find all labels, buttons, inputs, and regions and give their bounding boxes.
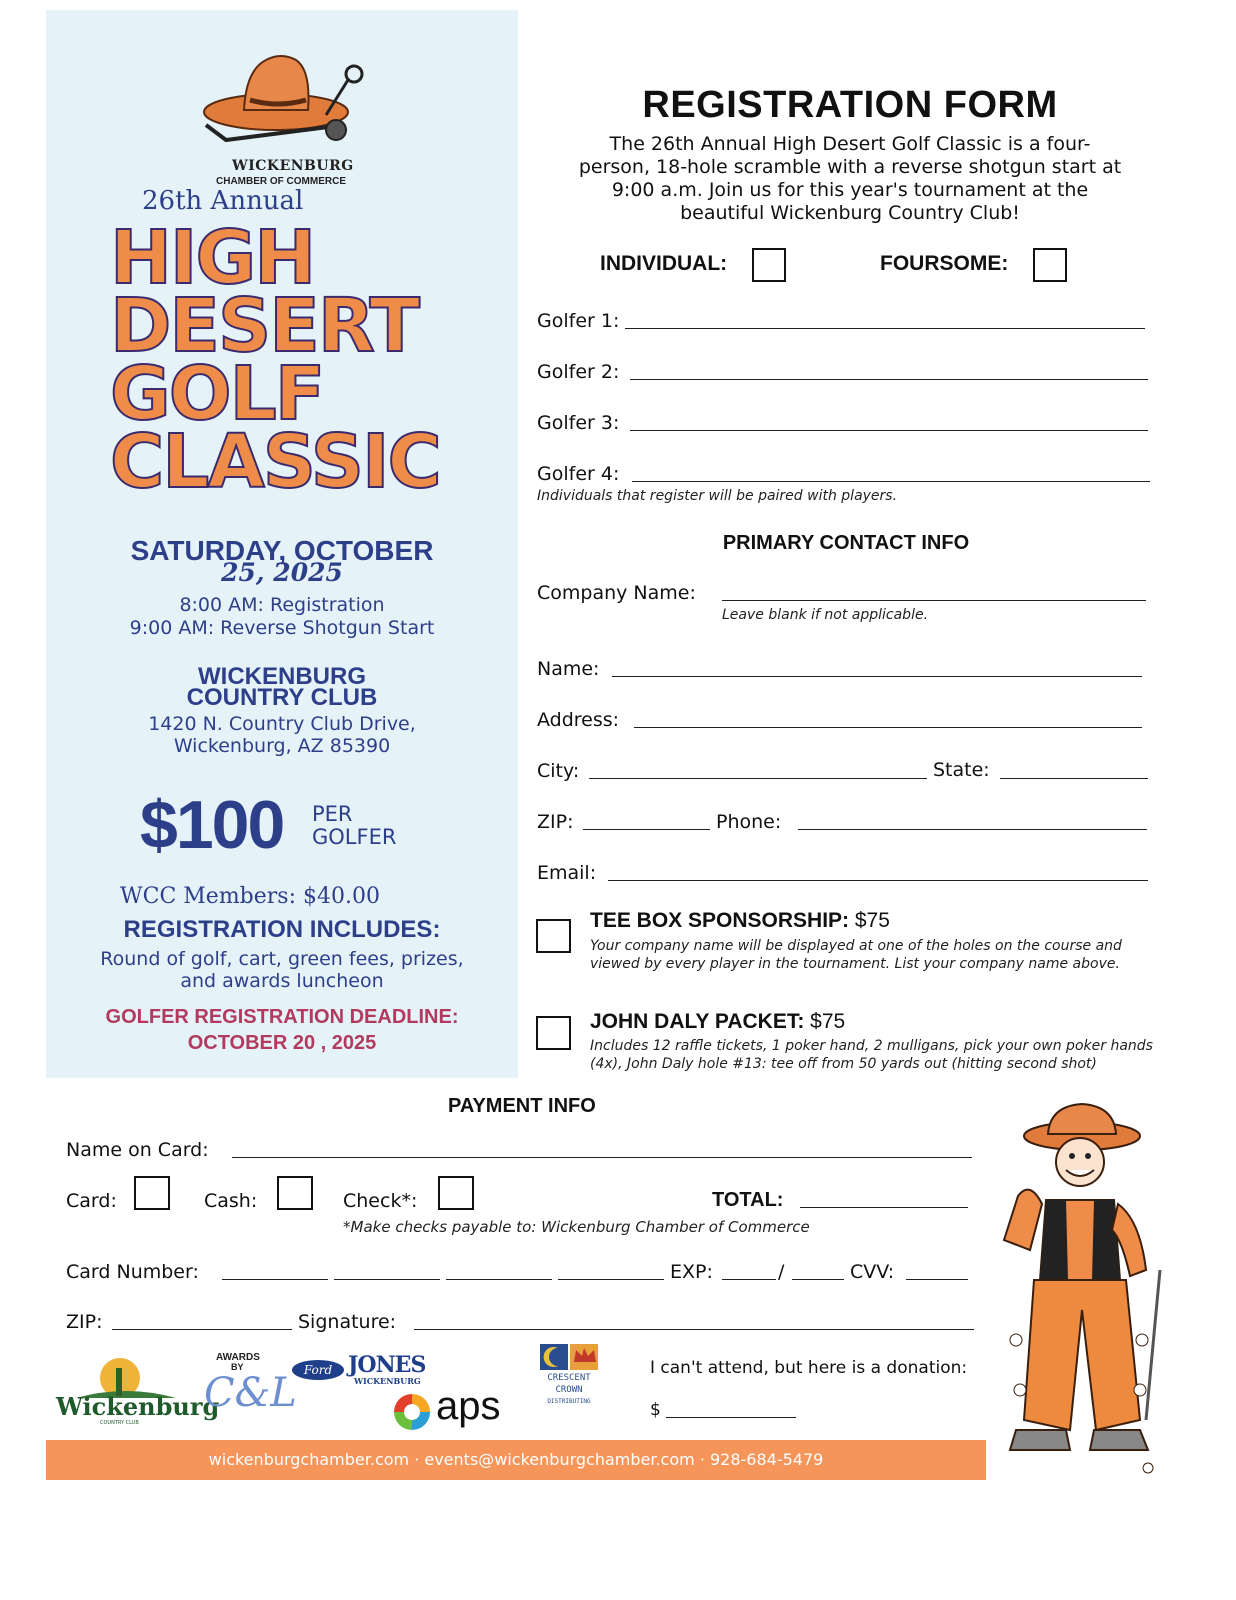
form-description xyxy=(532,133,1168,225)
chamber-logo-subtitle: CHAMBER OF COMMERCE xyxy=(216,176,346,187)
price-per-golfer: $100 xyxy=(140,787,284,863)
card-number-field-2[interactable] xyxy=(334,1279,440,1280)
jones-logo-text: JONES xyxy=(348,1352,426,1378)
contact-footer: wickenburgchamber.com · events@wickenburgchamber.com · 928-684-5479 xyxy=(46,1440,986,1480)
includes-line: and awards luncheon xyxy=(180,970,384,992)
card-label: Card: xyxy=(66,1190,117,1212)
crescent-line: DISTRIBUTING xyxy=(547,1398,591,1405)
exp-month-field[interactable] xyxy=(722,1279,776,1280)
event-times xyxy=(46,594,518,640)
cash-label: Cash: xyxy=(204,1190,258,1212)
form-description-line: person, 18-hole scramble with a reverse shotgun start at xyxy=(578,156,1122,178)
zip-field[interactable] xyxy=(583,829,710,830)
deadline-date: OCTOBER 20 , 2025 xyxy=(187,1032,377,1054)
form-description-line: beautiful Wickenburg Country Club! xyxy=(680,202,1020,224)
price-unit-line: GOLFER xyxy=(312,825,397,849)
event-flyer-panel xyxy=(46,10,518,1078)
tee-box-price: $75 xyxy=(849,909,890,932)
crescent-line: CRESCENT xyxy=(547,1373,591,1383)
event-title-line: CLASSIC xyxy=(110,419,440,505)
state-label: State: xyxy=(933,759,990,781)
golfer-note: Individuals that register will be paired with players. xyxy=(537,488,898,504)
phone-field[interactable] xyxy=(798,829,1147,830)
john-daly-name: JOHN DALY PACKET: xyxy=(590,1010,805,1033)
individual-checkbox[interactable] xyxy=(752,248,786,282)
wickenburg-country-club-logo xyxy=(56,1356,220,1428)
tee-box-title xyxy=(590,909,890,933)
chamber-logo-name: WICKENBURG xyxy=(232,158,354,174)
name-label: Name: xyxy=(537,658,600,680)
zip-label: ZIP: xyxy=(537,811,574,833)
chamber-logo xyxy=(186,30,386,187)
foursome-label: FOURSOME: xyxy=(880,252,1009,275)
card-number-field-4[interactable] xyxy=(558,1279,664,1280)
crescent-crown-text xyxy=(540,1372,598,1408)
event-title-line: DESERT xyxy=(110,283,418,369)
venue-name xyxy=(46,663,518,711)
state-field[interactable] xyxy=(1000,778,1148,779)
event-title-line: HIGH xyxy=(110,215,315,301)
cl-by-label: BY xyxy=(231,1362,244,1372)
payment-heading: PAYMENT INFO xyxy=(448,1095,596,1117)
john-daly-price: $75 xyxy=(804,1010,846,1033)
check-payable-note: *Make checks payable to: Wickenburg Chamber of Commerce xyxy=(343,1218,810,1236)
email-field[interactable] xyxy=(608,880,1148,881)
shotgun-start-time: 9:00 AM: Reverse Shotgun Start xyxy=(129,617,435,639)
company-name-label: Company Name: xyxy=(537,582,696,604)
check-label: Check*: xyxy=(343,1190,418,1212)
event-date-year: 25, 2025 xyxy=(221,558,343,587)
email-label: Email: xyxy=(537,862,597,884)
event-date-day: SATURDAY, OCTOBER xyxy=(130,535,434,566)
aps-logo-text: aps xyxy=(436,1384,501,1428)
price-unit-line: PER xyxy=(312,802,353,826)
payment-zip-label: ZIP: xyxy=(66,1311,103,1333)
venue-name-line: WICKENBURG xyxy=(198,663,366,690)
golfer-2-field[interactable] xyxy=(630,379,1148,380)
city-field[interactable] xyxy=(589,778,927,779)
crescent-crown-icon xyxy=(540,1344,598,1370)
venue-address-line: Wickenburg, AZ 85390 xyxy=(173,735,391,757)
aps-logo xyxy=(392,1384,522,1436)
golfer-3-label: Golfer 3: xyxy=(537,412,620,434)
cvv-label: CVV: xyxy=(850,1261,895,1283)
cl-awards-logo xyxy=(204,1352,297,1432)
jones-ford-logo xyxy=(292,1352,456,1386)
wickenburg-logo-text: Wickenburg xyxy=(56,1392,220,1421)
check-checkbox[interactable] xyxy=(438,1176,474,1210)
card-number-field-1[interactable] xyxy=(222,1279,328,1280)
card-number-field-3[interactable] xyxy=(446,1279,552,1280)
venue-address-line: 1420 N. Country Club Drive, xyxy=(148,713,416,735)
cowboy-hat-spur-icon xyxy=(186,30,386,160)
signature-label: Signature: xyxy=(298,1311,397,1333)
golfer-4-field[interactable] xyxy=(632,481,1150,482)
contact-heading: PRIMARY CONTACT INFO xyxy=(722,532,970,554)
price-unit xyxy=(312,803,396,849)
tee-box-name: TEE BOX SPONSORSHIP: xyxy=(590,909,850,932)
golfer-1-label: Golfer 1: xyxy=(537,310,620,332)
donation-label: I can't attend, but here is a donation: xyxy=(650,1358,968,1378)
form-description-line: 9:00 a.m. Join us for this year's tournament at the xyxy=(611,179,1089,201)
registration-time: 8:00 AM: Registration xyxy=(179,594,385,616)
address-field[interactable] xyxy=(634,727,1142,728)
card-number-label: Card Number: xyxy=(66,1261,199,1283)
donation-currency: $ xyxy=(650,1400,661,1420)
cvv-field[interactable] xyxy=(906,1279,968,1280)
payment-zip-field[interactable] xyxy=(112,1329,292,1330)
card-checkbox[interactable] xyxy=(134,1176,170,1210)
exp-label: EXP: xyxy=(670,1261,713,1283)
event-title-line: GOLF xyxy=(110,351,324,437)
crescent-line: CROWN xyxy=(555,1385,583,1395)
golfer-1-field[interactable] xyxy=(625,328,1145,329)
name-on-card-field[interactable] xyxy=(232,1157,972,1158)
cowboy-golfer-illustration xyxy=(990,1100,1170,1480)
golfer-3-field[interactable] xyxy=(630,430,1148,431)
john-daly-description: Includes 12 raffle tickets, 1 poker hand, 2 mulligans, pick your own poker hands (4x), John Daly hole #13: tee off from 50 yards out (hitting second shot) xyxy=(590,1038,1153,1072)
cash-checkbox[interactable] xyxy=(277,1176,313,1210)
john-daly-title xyxy=(590,1010,845,1034)
member-price: WCC Members: $40.00 xyxy=(120,884,380,909)
form-description-line: The 26th Annual High Desert Golf Classic is a four- xyxy=(609,133,1091,155)
individual-label: INDIVIDUAL: xyxy=(600,252,728,275)
cl-awards-label: AWARDS xyxy=(216,1352,260,1363)
signature-field[interactable] xyxy=(414,1329,974,1330)
city-label: City: xyxy=(537,760,580,782)
golfer-4-label: Golfer 4: xyxy=(537,463,620,485)
golfer-2-label: Golfer 2: xyxy=(537,361,620,383)
tee-box-checkbox[interactable] xyxy=(536,919,571,953)
name-field[interactable] xyxy=(612,676,1142,677)
company-name-field[interactable] xyxy=(722,600,1146,601)
cl-letters: C&L xyxy=(204,1370,297,1416)
company-name-note: Leave blank if not applicable. xyxy=(722,607,929,623)
address-label: Address: xyxy=(537,709,620,731)
aps-swirl-icon xyxy=(392,1392,432,1432)
donation-amount-field[interactable] xyxy=(666,1417,796,1418)
jones-logo-subtext: WICKENBURG xyxy=(354,1376,421,1386)
deadline-heading: GOLFER REGISTRATION DEADLINE: xyxy=(105,1006,459,1028)
event-title xyxy=(110,215,440,505)
name-on-card-label: Name on Card: xyxy=(66,1139,209,1161)
phone-label: Phone: xyxy=(716,811,782,833)
form-title: REGISTRATION FORM xyxy=(642,84,1058,126)
includes-text xyxy=(46,948,518,992)
tee-box-description: Your company name will be displayed at one of the holes on the course and viewed by every player in the tournament. List your company name above. xyxy=(590,938,1122,972)
cowboy-mascot xyxy=(990,1100,1170,1480)
includes-line: Round of golf, cart, green fees, prizes, xyxy=(100,948,464,970)
venue-address xyxy=(46,713,518,757)
exp-year-field[interactable] xyxy=(792,1279,844,1280)
wickenburg-logo-subtext: COUNTRY CLUB xyxy=(100,1420,139,1426)
total-label: TOTAL: xyxy=(712,1189,784,1211)
john-daly-checkbox[interactable] xyxy=(536,1016,571,1050)
total-field[interactable] xyxy=(800,1207,968,1208)
crescent-crown-logo xyxy=(540,1344,600,1430)
exp-separator: / xyxy=(778,1261,785,1283)
annual-label: 26th Annual xyxy=(142,186,304,216)
includes-heading: REGISTRATION INCLUDES: xyxy=(123,916,441,943)
ford-oval-logo: Ford xyxy=(292,1360,344,1380)
venue-name-line: COUNTRY CLUB xyxy=(186,684,378,711)
foursome-checkbox[interactable] xyxy=(1033,248,1067,282)
